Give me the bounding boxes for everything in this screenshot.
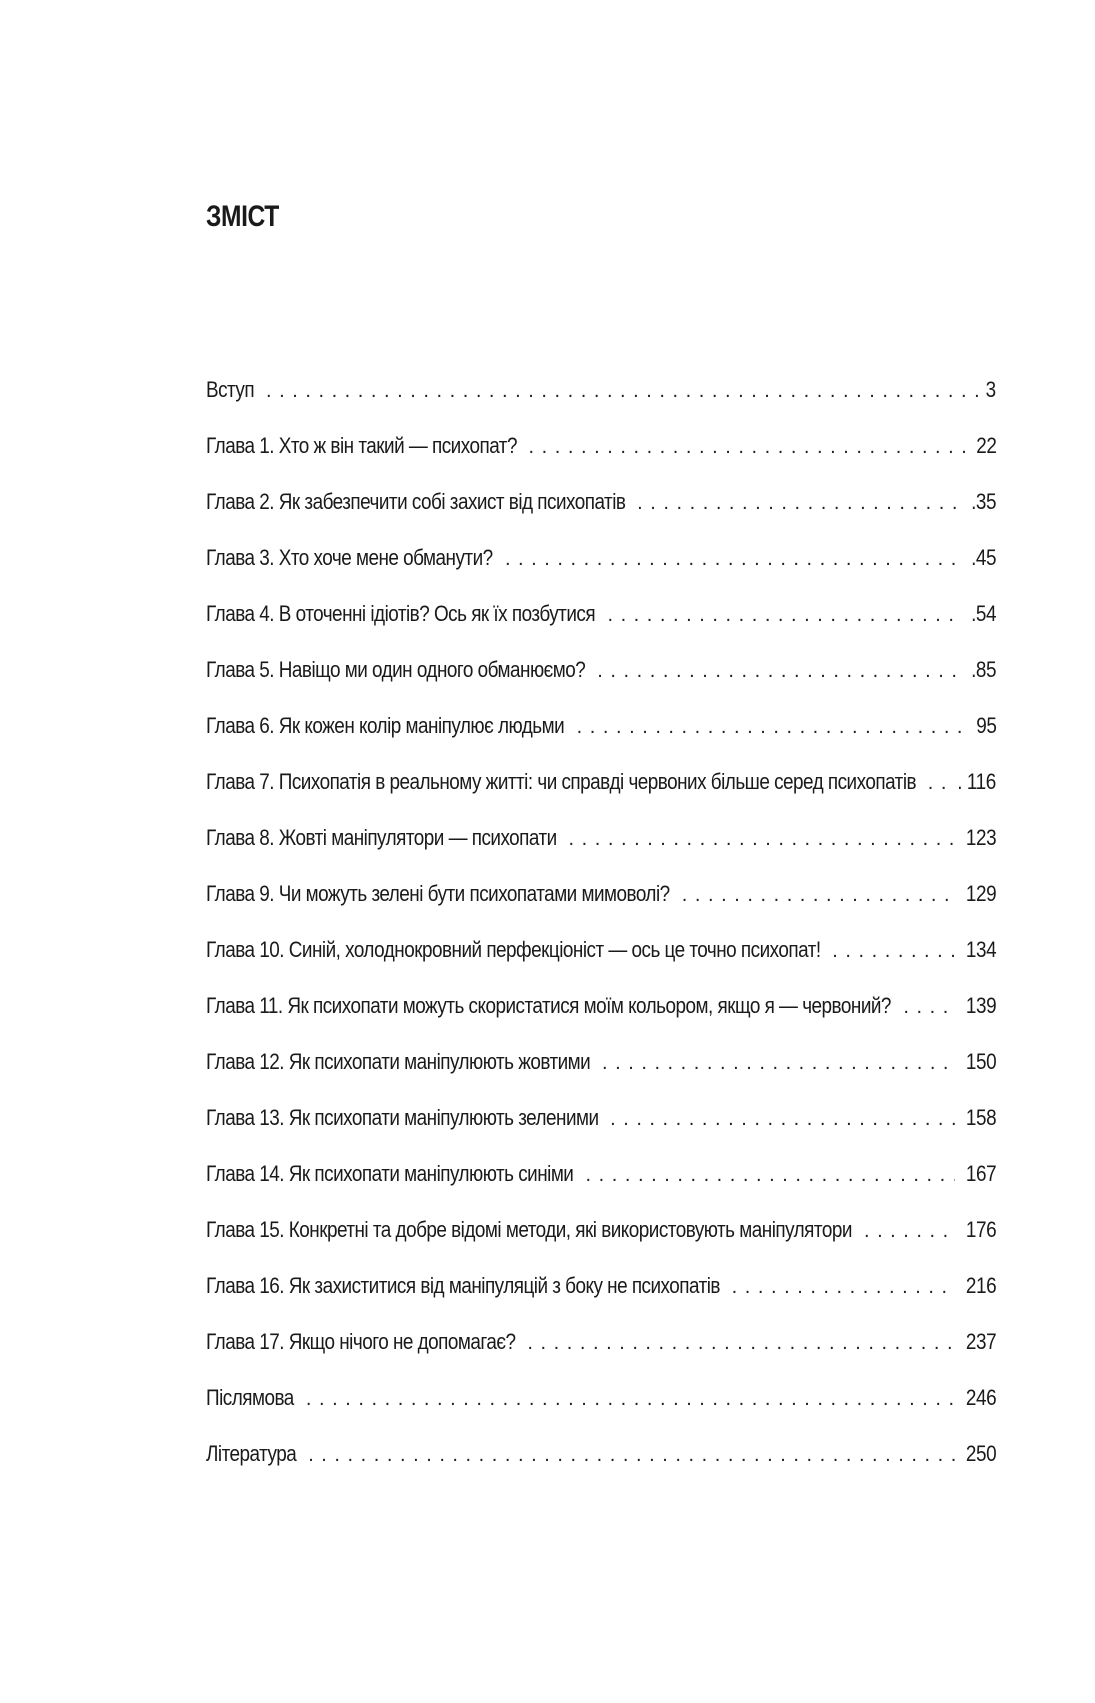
toc-entry-title: Глава 11. Як психопати можуть скористатися моїм кольором, якщо я — червоний? <box>206 993 891 1018</box>
toc-leader-dots <box>602 1052 955 1075</box>
toc-entry-page: 139 <box>965 993 996 1018</box>
toc-entry-title: Глава 3. Хто хоче мене обманути? <box>206 545 493 570</box>
page-title: ЗМІСТ <box>206 200 279 233</box>
toc-leader-dots <box>577 716 967 739</box>
toc-leader-dots <box>832 940 955 963</box>
toc-entry-page: .35 <box>970 489 996 514</box>
toc-entry-page: .54 <box>970 601 996 626</box>
toc-leader-dots <box>928 772 945 795</box>
toc-entry-title: Глава 13. Як психопати маніпулюють зеленими <box>206 1105 599 1130</box>
toc-entry[interactable] <box>206 1161 996 1217</box>
toc-entry-title: Глава 6. Як кожен колір маніпулює людьми <box>206 713 565 738</box>
toc-entry-title: Глава 14. Як психопати маніпулюють синіми <box>206 1161 574 1186</box>
toc-entry[interactable] <box>206 769 996 825</box>
toc-entry-page: 167 <box>965 1161 996 1186</box>
toc-leader-dots <box>308 1444 955 1467</box>
toc-entry-title: Глава 12. Як психопати маніпулюють жовтими <box>206 1049 591 1074</box>
toc-leader-dots <box>903 996 954 1019</box>
toc-leader-dots <box>266 380 978 403</box>
toc-leader-dots <box>637 492 961 515</box>
toc-entry[interactable] <box>206 1273 996 1329</box>
toc-entry-page: 134 <box>965 937 996 962</box>
toc-entry[interactable] <box>206 993 996 1049</box>
toc-entry-title: Глава 10. Синій, холоднокровний перфекціоніст — ось це точно психопат! <box>206 937 821 962</box>
toc-entry-title: Глава 1. Хто ж він такий — психопат? <box>206 433 517 458</box>
toc-entry[interactable] <box>206 657 996 713</box>
toc-entry-page: 150 <box>965 1049 996 1074</box>
toc-leader-dots <box>597 660 961 683</box>
table-of-contents <box>206 377 996 1497</box>
toc-entry-page: .85 <box>970 657 996 682</box>
toc-leader-dots <box>864 1220 955 1243</box>
toc-entry-page: . 116 <box>957 769 996 794</box>
toc-entry[interactable] <box>206 881 996 937</box>
toc-entry[interactable] <box>206 433 996 489</box>
toc-leader-dots <box>527 1332 954 1355</box>
toc-entry-title: Глава 17. Якщо нічого не допомагає? <box>206 1329 516 1354</box>
toc-entry-title: Глава 15. Конкретні та добре відомі методи, які використовують маніпулятори <box>206 1217 852 1242</box>
toc-entry-title: Література <box>206 1441 297 1466</box>
toc-entry-page: 129 <box>965 881 996 906</box>
toc-entry-page: 246 <box>965 1385 996 1410</box>
toc-entry-title: Глава 7. Психопатія в реальному житті: чи справді червоних більше серед психопатів <box>206 769 917 794</box>
toc-entry[interactable] <box>206 1329 996 1385</box>
toc-entry-page: 158 <box>965 1105 996 1130</box>
toc-entry-page: 176 <box>965 1217 996 1242</box>
toc-entry-title: Глава 16. Як захиститися від маніпуляцій з боку не психопатів <box>206 1273 720 1298</box>
toc-entry[interactable] <box>206 377 996 433</box>
toc-entry-title: Глава 4. В оточенні ідіотів? Ось як їх позбутися <box>206 601 596 626</box>
toc-entry-title: Глава 5. Навіщо ми один одного обманюємо? <box>206 657 586 682</box>
toc-entry[interactable] <box>206 1441 996 1497</box>
toc-entry-title: Глава 9. Чи можуть зелені бути психопатами мимоволі? <box>206 881 670 906</box>
toc-leader-dots <box>569 828 955 851</box>
toc-entry[interactable] <box>206 713 996 769</box>
toc-leader-dots <box>529 436 967 459</box>
toc-entry[interactable] <box>206 1105 996 1161</box>
toc-leader-dots <box>610 1108 955 1131</box>
toc-entry-page: 3 <box>985 377 996 402</box>
toc-entry-title: Глава 2. Як забезпечити собі захист від психопатів <box>206 489 626 514</box>
toc-leader-dots <box>732 1276 955 1299</box>
toc-entry[interactable] <box>206 489 996 545</box>
toc-leader-dots <box>607 604 960 627</box>
toc-leader-dots <box>505 548 961 571</box>
toc-entry[interactable] <box>206 1385 996 1441</box>
toc-entry-page: 95 <box>975 713 996 738</box>
toc-entry[interactable] <box>206 601 996 657</box>
toc-leader-dots <box>586 1164 955 1187</box>
toc-entry[interactable] <box>206 545 996 601</box>
toc-entry-page: 123 <box>965 825 996 850</box>
toc-entry[interactable] <box>206 825 996 881</box>
toc-entry-title: Післямова <box>206 1385 294 1410</box>
toc-entry[interactable] <box>206 1049 996 1105</box>
toc-entry[interactable] <box>206 1217 996 1273</box>
toc-leader-dots <box>682 884 955 907</box>
toc-entry-page: 237 <box>965 1329 996 1354</box>
toc-leader-dots <box>306 1388 955 1411</box>
toc-entry-page: 216 <box>965 1273 996 1298</box>
toc-entry-page: 22 <box>975 433 996 458</box>
toc-entry-title: Вступ <box>206 377 255 402</box>
toc-entry-page: .45 <box>970 545 996 570</box>
toc-entry-page: 250 <box>965 1441 996 1466</box>
toc-entry[interactable] <box>206 937 996 993</box>
toc-entry-title: Глава 8. Жовті маніпулятори — психопати <box>206 825 557 850</box>
